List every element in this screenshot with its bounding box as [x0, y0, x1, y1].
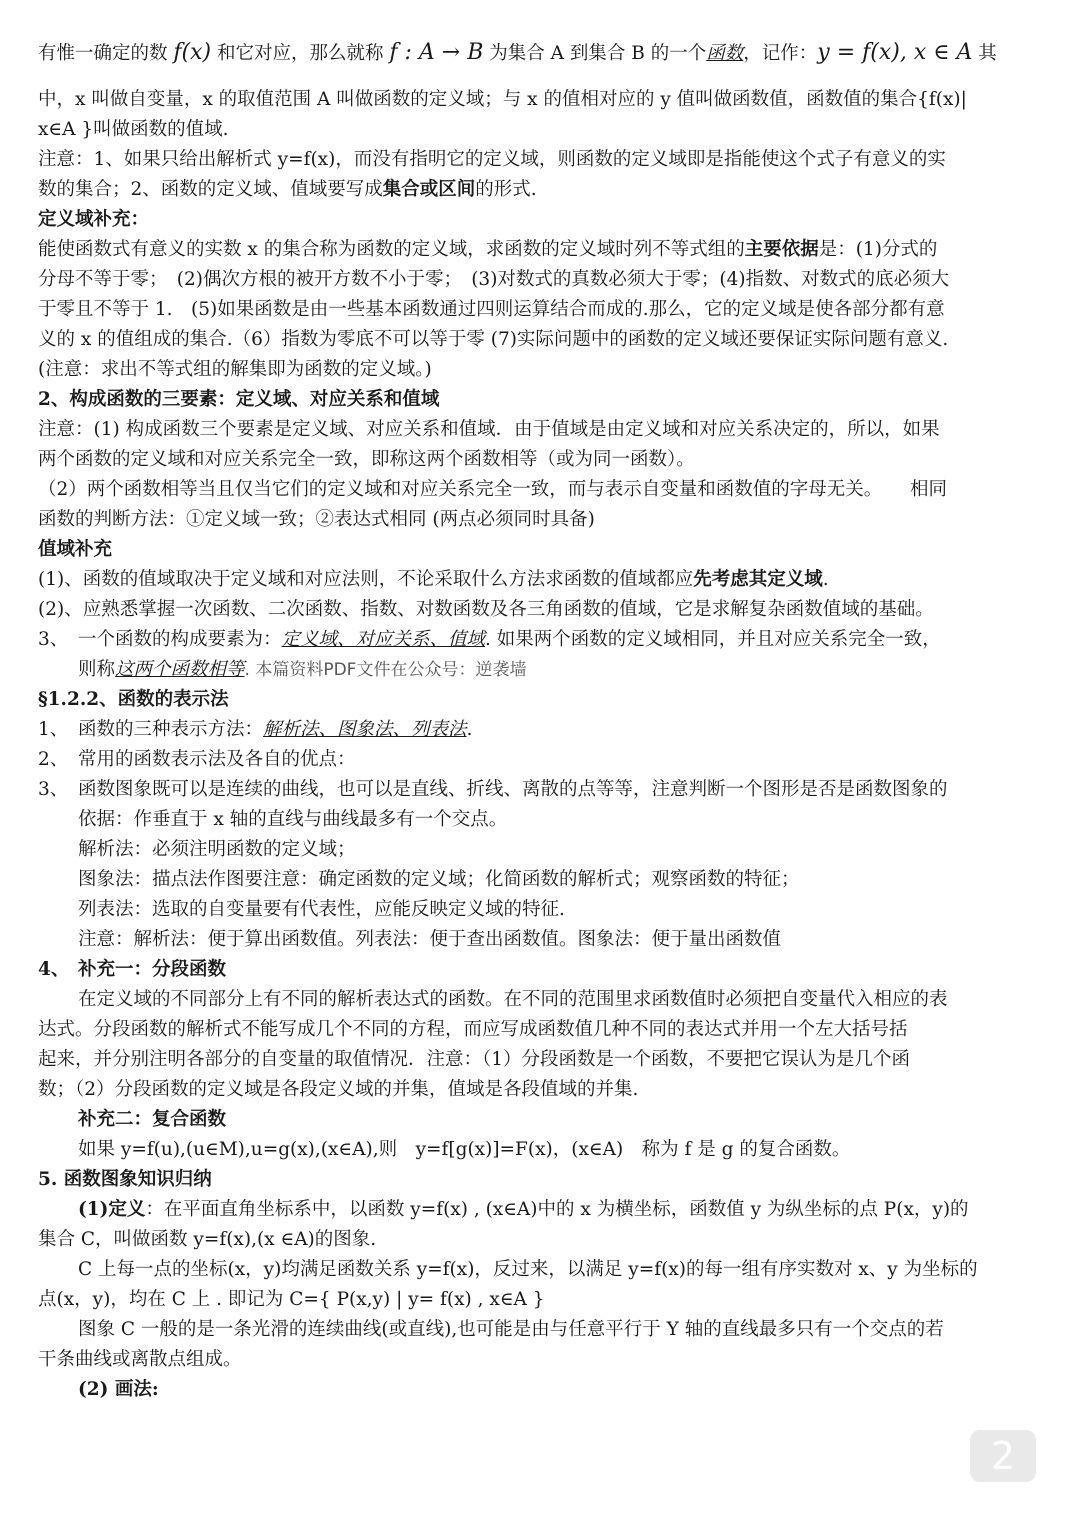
- list-number-1: 1、: [38, 719, 69, 740]
- text-line-16: 函数的判断方法：①定义域一致；②表达式相同 (两点必须同时具备): [38, 509, 595, 530]
- math-equation: y = f(x), x ∈ A: [817, 40, 973, 65]
- text-line-10: 义的 x 的值组成的集合.（6）指数为零底不可以等于零 (7)实际问题中的函数的定义域还要保证实际问题有意义.: [38, 329, 949, 350]
- text-line-35: 数；（2）分段函数的定义域是各段定义域的并集，值域是各段值域的并集.: [38, 1079, 639, 1100]
- math-fx: f(x): [173, 40, 212, 65]
- text-line-19: (2)、应熟悉掌握一次函数、二次函数、指数、对数函数及各三角函数的值域，它是求解复杂函数值域的基础。: [38, 599, 934, 620]
- handwritten-function: 函数: [706, 43, 744, 64]
- heading-range-supplement: 值域补充: [38, 539, 113, 560]
- text-line-20: 一个函数的构成要素为：定义域、对应关系、值域. 如果两个函数的定义域相同，并且对应关系完全一致，: [78, 629, 941, 650]
- page-number-badge: 2: [970, 1430, 1036, 1482]
- heading-three-elements: 2、构成函数的三要素：定义域、对应关系和值域: [38, 389, 440, 410]
- text-line-4: 注意：1、如果只给出解析式 y=f(x)，而没有指明它的定义域，则函数的定义域即是指能使这个式子有意义的实: [38, 149, 946, 170]
- handwritten-elements: 定义域、对应关系、值域: [281, 629, 486, 650]
- text-line-29: 列表法：选取的自变量要有代表性，应能反映定义域的特征.: [78, 899, 565, 920]
- text-line-5: 数的集合；2、函数的定义域、值域要写成集合或区间的形式.: [38, 179, 537, 200]
- text-line-1: 有惟一确定的数 f(x) 和它对应，那么就称 f : A → B 为集合 A 到集合 B 的一个函数，记作：y = f(x), x ∈ A 其: [38, 40, 997, 65]
- heading-domain-supplement: 定义域补充：: [38, 209, 150, 230]
- text-line-14: 两个函数的定义域和对应关系完全一致，即称这两个函数相等（或为同一函数）。: [38, 449, 695, 470]
- text-line-34: 起来，并分别注明各部分的自变量的取值情况．注意：（1）分段函数是一个函数，不要把它误认为是几个函: [38, 1049, 911, 1070]
- text-line-33: 达式。分段函数的解析式不能写成几个不同的方程，而应写成函数值几种不同的表达式并用一个左大括号括: [38, 1019, 908, 1040]
- text-line-28: 图象法：描点法作图要注意：确定函数的定义域；化简函数的解析式；观察函数的特征；: [78, 869, 800, 890]
- text-line-8: 分母不等于零； (2)偶次方根的被开方数不小于零； (3)对数式的真数必须大于零；(4)指数、对数式的底必须大: [38, 269, 950, 290]
- heading-graph-knowledge: 5. 函数图象知识归纳: [38, 1169, 212, 1190]
- heading-representation: §1.2.2、函数的表示法: [38, 689, 229, 710]
- text-line-24: 常用的函数表示法及各自的优点：: [78, 749, 356, 770]
- text-line-7: 能使函数式有意义的实数 x 的集合称为函数的定义域，求函数的定义域时列不等式组的主要依据是：(1)分式的: [38, 239, 938, 260]
- text-line-40: 集合 C，叫做函数 y=f(x),(x ∈A)的图象.: [38, 1229, 377, 1250]
- text-line-11: (注意：求出不等式组的解集即为函数的定义域。): [38, 359, 432, 380]
- list-number-2: 2、: [38, 749, 69, 770]
- text-line-15: （2）两个函数相等当且仅当它们的定义域和对应关系完全一致，而与表示自变量和函数值的字母无关。 相同: [38, 479, 948, 500]
- handwritten-methods: 解析法、图象法、列表法: [263, 719, 467, 740]
- list-number-3: 3、: [38, 629, 69, 650]
- handwritten-equal: 这两个函数相等: [115, 659, 245, 680]
- text-line-2: 中，x 叫做自变量，x 的取值范围 A 叫做函数的定义域；与 x 的值相对应的 y 值叫做函数值，函数值的集合{f(x)|: [38, 89, 967, 110]
- text-line-42: 点(x，y)，均在 C 上 . 即记为 C={ P(x,y) | y= f(x) , x∈A }: [38, 1289, 545, 1310]
- list-number-3b: 3、: [38, 779, 69, 800]
- text-line-44: 干条曲线或离散点组成。: [38, 1349, 242, 1370]
- list-number-4: 4、: [38, 959, 70, 980]
- text-line-43: 图象 C 一般的是一条光滑的连续曲线(或直线),也可能是由与任意平行于 Y 轴的直线最多只有一个交点的若: [78, 1319, 944, 1340]
- text-line-9: 于零且不等于 1. (5)如果函数是由一些基本函数通过四则运算结合而成的.那么，它的定义域是使各部分都有意: [38, 299, 945, 320]
- text-line-23: 函数的三种表示方法：解析法、图象法、列表法.: [78, 719, 473, 740]
- text-line-39: (1)定义：在平面直角坐标系中，以函数 y=f(x) , (x∈A)中的 x 为横坐标，函数值 y 为纵坐标的点 P(x，y)的: [78, 1199, 969, 1220]
- text-line-13: 注意：(1) 构成函数三个要素是定义域、对应关系和值域．由于值域是由定义域和对应关系决定的，所以，如果: [38, 419, 940, 440]
- heading-composite: 补充二：复合函数: [78, 1109, 227, 1130]
- math-mapping: f : A → B: [389, 40, 484, 65]
- text-line-21: 则称这两个函数相等. 本篇资料PDF文件在公众号：逆袭墙: [78, 659, 527, 680]
- text-line-3: x∈A }叫做函数的值域.: [38, 119, 229, 140]
- text-line-26: 依据：作垂直于 x 轴的直线与曲线最多有一个交点。: [78, 809, 508, 830]
- text-line-27: 解析法：必须注明函数的定义域；: [78, 839, 356, 860]
- text-line-41: C 上每一点的坐标(x，y)均满足函数关系 y=f(x)，反过来，以满足 y=f(x)的每一组有序实数对 x、y 为坐标的: [78, 1259, 978, 1280]
- text-line-32: 在定义域的不同部分上有不同的解析表达式的函数。在不同的范围里求函数值时必须把自变量代入相应的表: [78, 989, 948, 1010]
- text-line-30: 注意：解析法：便于算出函数值。列表法：便于查出函数值。图象法：便于量出函数值: [78, 929, 782, 950]
- heading-piecewise: 补充一：分段函数: [78, 959, 227, 980]
- text-line-18: (1)、函数的值域取决于定义域和对应法则，不论采取什么方法求函数的值域都应先考虑其定义域.: [38, 569, 829, 590]
- text-line-37: 如果 y=f(u),(u∈M),u=g(x),(x∈A),则 y=f[g(x)]=F(x)，(x∈A) 称为 f 是 g 的复合函数。: [78, 1139, 851, 1160]
- text-line-25: 函数图象既可以是连续的曲线，也可以是直线、折线、离散的点等等，注意判断一个图形是否是函数图象的: [78, 779, 948, 800]
- heading-drawing: (2) 画法:: [78, 1379, 159, 1400]
